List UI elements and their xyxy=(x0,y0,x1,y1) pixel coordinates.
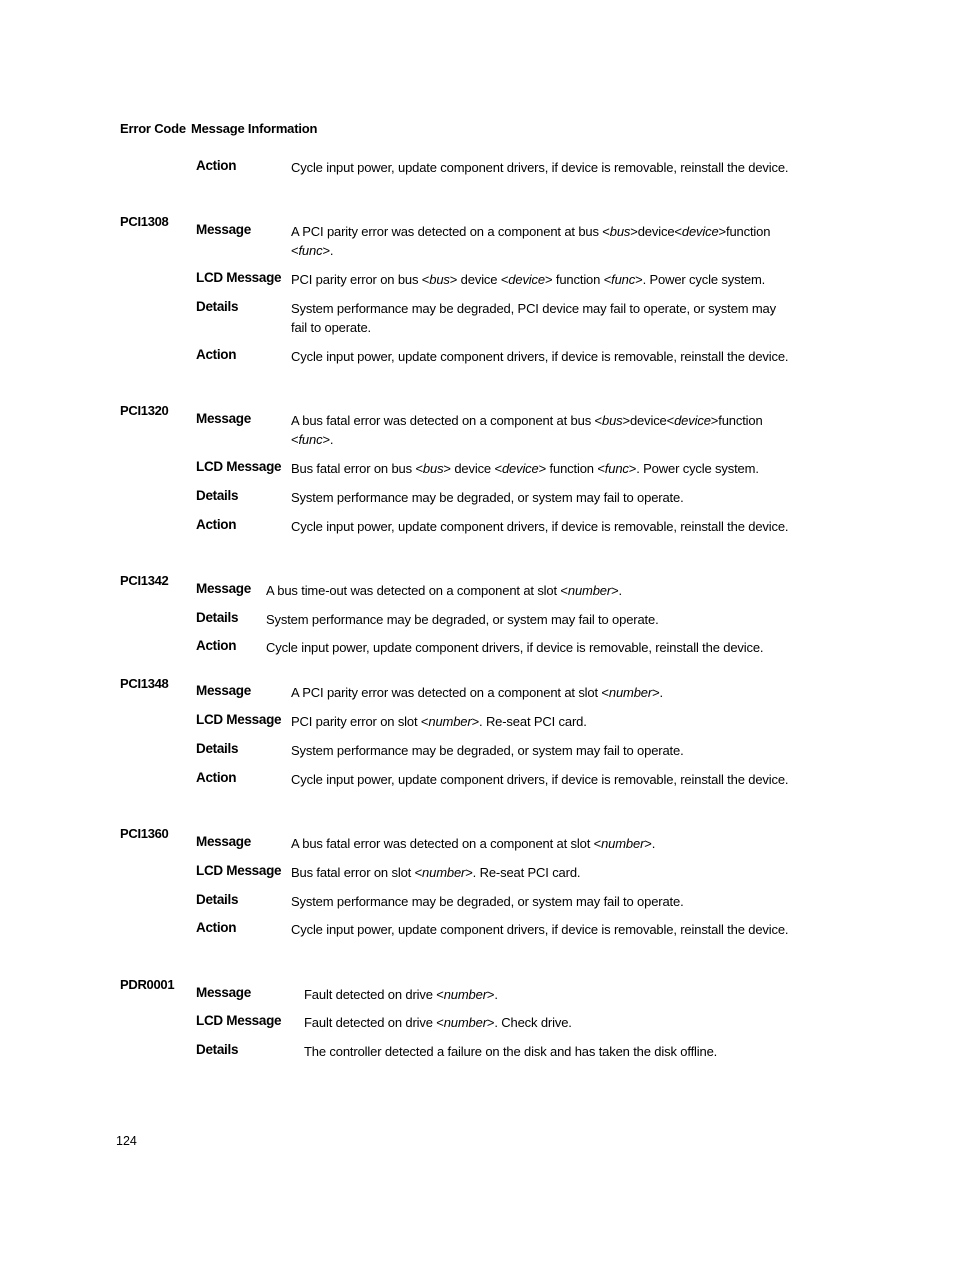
action-text: Cycle input power, update component drivers, if device is removable, reinstall the device. xyxy=(291,349,789,364)
error-code: PCI1308 xyxy=(120,214,169,229)
error-code: PCI1360 xyxy=(120,826,169,841)
lcd-message-label: LCD Message xyxy=(196,459,282,474)
lcd-message-text: PCI parity error on slot <number>. Re-seat PCI card. xyxy=(291,714,587,729)
action-text: Cycle input power, update component drivers, if device is removable, reinstall the device. xyxy=(291,772,789,787)
message-text: Fault detected on drive <number>. xyxy=(304,987,498,1002)
header-message-information: Message Information xyxy=(191,121,318,136)
placeholder-token: number xyxy=(567,583,612,598)
placeholder-token: device xyxy=(501,461,539,476)
placeholder-token: bus xyxy=(609,224,631,239)
error-code: PCI1348 xyxy=(120,676,169,691)
lcd-message-label: LCD Message xyxy=(196,863,282,878)
action-label: Action xyxy=(196,770,237,785)
lcd-message-label: LCD Message xyxy=(196,270,282,285)
placeholder-token: func xyxy=(611,272,636,287)
action-text: Cycle input power, update component drivers, if device is removable, reinstall the device. xyxy=(291,519,789,534)
message-text: A bus fatal error was detected on a component at bus <bus>device<device>function <func>. xyxy=(291,413,763,447)
placeholder-token: number xyxy=(443,987,487,1002)
details-label: Details xyxy=(196,1042,239,1057)
details-text: System performance may be degraded, or system may fail to operate. xyxy=(291,743,684,758)
placeholder-token: number xyxy=(443,1015,487,1030)
message-text: A bus fatal error was detected on a component at slot <number>. xyxy=(291,836,656,851)
message-text: A PCI parity error was detected on a component at slot <number>. xyxy=(291,685,663,700)
lcd-message-text: Bus fatal error on slot <number>. Re-seat PCI card. xyxy=(291,865,581,880)
placeholder-token: func xyxy=(604,461,629,476)
details-text: System performance may be degraded, or system may fail to operate. xyxy=(291,490,684,505)
placeholder-token: bus xyxy=(422,461,444,476)
action-label: Action xyxy=(196,158,237,173)
action-text: Cycle input power, update component drivers, if device is removable, reinstall the device. xyxy=(291,922,789,937)
table-header xyxy=(120,121,318,136)
action-label: Action xyxy=(196,517,237,532)
placeholder-token: func xyxy=(298,432,323,447)
message-label: Message xyxy=(196,985,251,1000)
header-error-code: Error Code xyxy=(120,121,186,136)
lcd-message-text: PCI parity error on bus <bus> device <device> function <func>. Power cycle system. xyxy=(291,272,766,287)
placeholder-token: device xyxy=(674,413,711,428)
message-label: Message xyxy=(196,222,251,237)
placeholder-token: number xyxy=(428,714,472,729)
action-text: Cycle input power, update component drivers, if device is removable, reinstall the device. xyxy=(291,160,789,175)
action-label: Action xyxy=(196,638,237,653)
message-label: Message xyxy=(196,411,251,426)
placeholder-token: number xyxy=(608,685,653,700)
error-code: PCI1342 xyxy=(120,573,169,588)
details-label: Details xyxy=(196,299,239,314)
placeholder-token: bus xyxy=(429,272,450,287)
message-label: Message xyxy=(196,834,251,849)
placeholder-token: number xyxy=(422,865,466,880)
error-code: PDR0001 xyxy=(120,977,175,992)
page-number: 124 xyxy=(116,1134,137,1148)
error-code: PCI1320 xyxy=(120,403,169,418)
message-label: Message xyxy=(196,683,251,698)
placeholder-token: number xyxy=(601,836,645,851)
lcd-message-label: LCD Message xyxy=(196,1013,282,1028)
details-text: System performance may be degraded, or system may fail to operate. xyxy=(266,612,659,627)
lcd-message-text: Fault detected on drive <number>. Check drive. xyxy=(304,1015,572,1030)
lcd-message-text: Bus fatal error on bus <bus> device <device> function <func>. Power cycle system. xyxy=(291,461,759,476)
placeholder-token: func xyxy=(298,243,323,258)
details-label: Details xyxy=(196,610,239,625)
action-label: Action xyxy=(196,347,237,362)
message-text xyxy=(291,222,791,260)
details-text: System performance may be degraded, PCI device may fail to operate, or system may fail to operate. xyxy=(291,301,776,335)
details-text: The controller detected a failure on the disk and has taken the disk offline. xyxy=(304,1044,718,1059)
placeholder-token: device xyxy=(508,272,545,287)
placeholder-token: bus xyxy=(601,413,623,428)
action-text: Cycle input power, update component drivers, if device is removable, reinstall the device. xyxy=(266,640,764,655)
placeholder-token: device xyxy=(681,224,719,239)
message-text-content: A PCI parity error was detected on a component at bus <bus>device<device>function <func>. xyxy=(291,224,771,258)
details-label: Details xyxy=(196,488,239,503)
message-text: A bus time-out was detected on a component at slot <number>. xyxy=(266,583,622,598)
lcd-message-label: LCD Message xyxy=(196,712,282,727)
action-label: Action xyxy=(196,920,237,935)
details-text: System performance may be degraded, or system may fail to operate. xyxy=(291,894,684,909)
details-label: Details xyxy=(196,892,239,907)
details-label: Details xyxy=(196,741,239,756)
message-label: Message xyxy=(196,581,251,596)
